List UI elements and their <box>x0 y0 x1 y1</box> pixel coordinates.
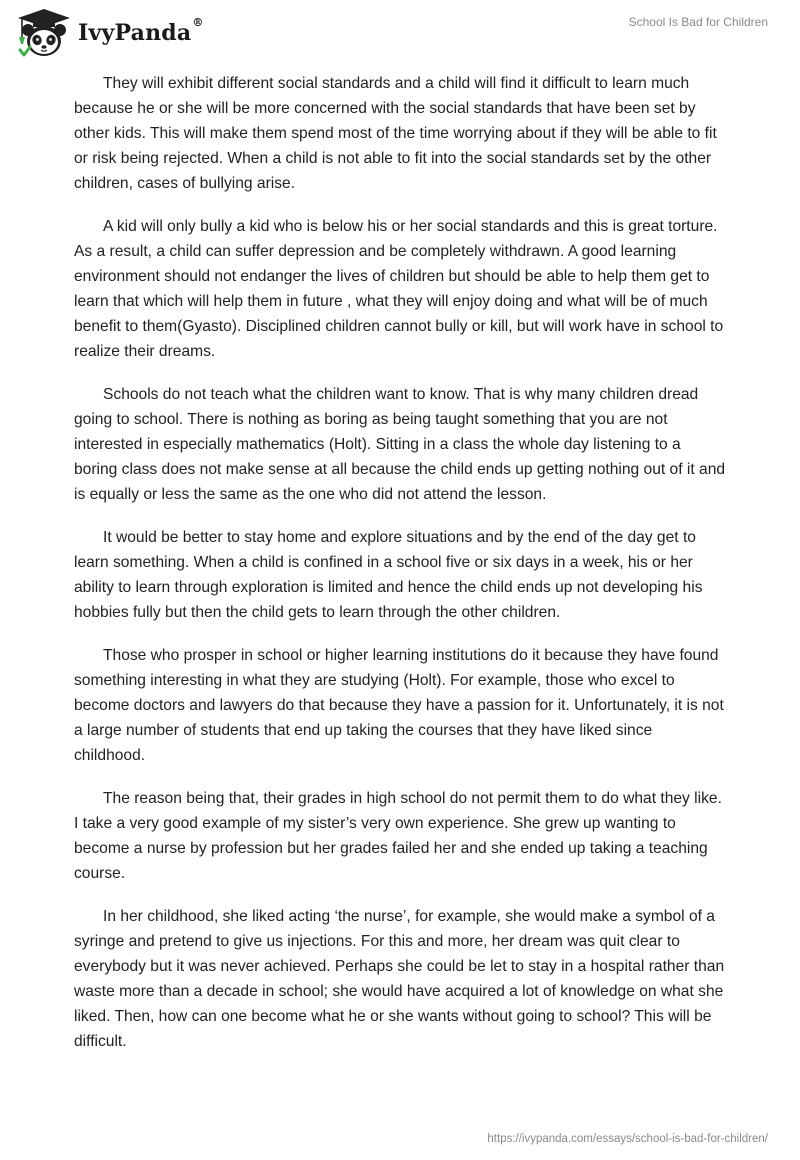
paragraph: Schools do not teach what the children want to know. That is why many children dread going to school. There is nothing as boring as being taught something that you are not interested in especially mathematics (Holt). Sitting in a class the whole day listening to a boring class does not make sense at all because the child ends up getting nothing out of it and is equally or less the same as the one who did not attend the lesson. <box>74 386 726 503</box>
essay-body <box>74 71 726 1072</box>
paragraph: The reason being that, their grades in high school do not permit them to do what they like. I take a very good example of my sister’s very own experience. She grew up wanting to become a nurse by profession but her grades failed her and she ended up taking a teaching course. <box>74 790 722 882</box>
source-url[interactable]: https://ivypanda.com/essays/school-is-bad-for-children/ <box>487 1133 768 1145</box>
paragraph: A kid will only bully a kid who is below his or her social standards and this is great torture. As a result, a child can suffer depression and be completely withdrawn. A good learning environment should not endanger the lives of children but should be able to help them get to learn that which will help them in future , what they will enjoy doing and what will be of much benefit to them(Gyasto). Disciplined children cannot bully or kill, but will work have in school to realize their dreams. <box>74 218 724 360</box>
paragraph: They will exhibit different social standards and a child will find it difficult to learn much because he or she will be more concerned with the social standards that have been set by other kids. This will make them spend most of the time worrying about if they will be able to fit or risk being rejected. When a child is not able to fit into the social standards set by the other children, cases of bullying arise. <box>74 75 717 192</box>
paragraph: It would be better to stay home and explore situations and by the end of the day get to learn something. When a child is confined in a school five or six days in a week, his or her ability to learn through exploration is limited and hence the child ends up not developing his hobbies fully but then the child gets to learn through the other children. <box>74 529 703 621</box>
panda-graduate-logo-icon[interactable] <box>14 7 76 59</box>
paragraph: Those who prosper in school or higher learning institutions do it because they have found something interesting in what they are studying (Holt). For example, those who excel to become doctors and lawyers do that because they have a passion for it. Unfortunately, it is not a large number of students that end up taking the courses that they have liked since childhood. <box>74 647 724 764</box>
document-title: School Is Bad for Children <box>628 15 768 29</box>
brand-text: IvyPanda <box>78 20 192 46</box>
paragraph: In her childhood, she liked acting ‘the nurse’, for example, she would make a symbol of a syringe and pretend to give us injections. For this and more, her dream was quit clear to everybody but it was never achieved. Perhaps she could be let to stay in a hospital rather than waste more than a decade in school; she would have acquired a lot of knowledge on what she liked. Then, how can one become what he or she wants without going to school? This will be difficult. <box>74 908 725 1050</box>
page-header <box>0 0 800 60</box>
registered-mark: ® <box>192 16 204 29</box>
brand-name[interactable] <box>78 16 204 46</box>
